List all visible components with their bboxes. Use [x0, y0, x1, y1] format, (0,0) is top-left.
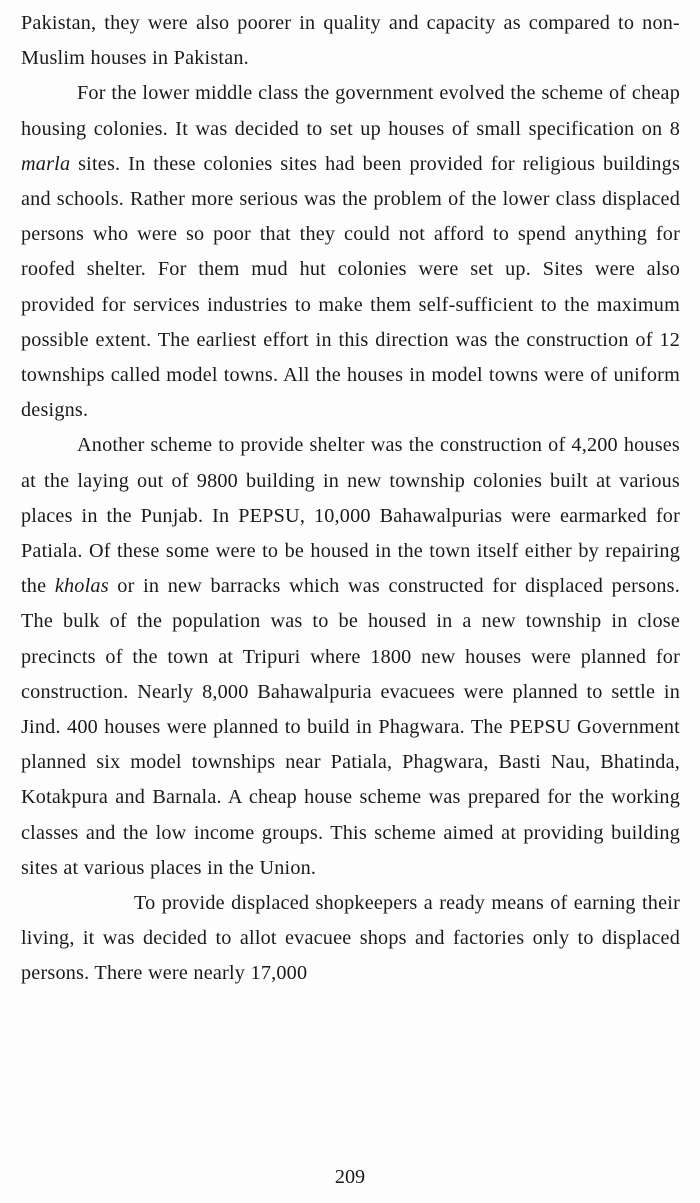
paragraph-lower-middle-class: For the lower middle class the government evolved the scheme of cheap housing colonies. It was decided to set up houses of small specification on 8 marla sites. In these colonies sites had been provided for religious buildings and schools. Rather more serious was the problem of the lower class displaced persons who were so poor that they could not afford to spend anything for roofed shelter. For them mud hut colonies were set up. Sites were also provided for services industries to make them self-sufficient to the maximum possible extent. The earliest effort in this direction was the construction of 12 townships called model towns. All the houses in model towns were of uniform designs.	[21, 82, 680, 422]
page-number: 209	[334, 1166, 366, 1188]
paragraph-continuation: Pakistan, they were also poorer in quality and capacity as compared to non-Muslim houses in Pakistan.	[21, 12, 680, 70]
paragraph-another-scheme: Another scheme to provide shelter was the construction of 4,200 houses at the laying out of 9800 building in new township colonies built at various places in the Punjab. In PEPSU, 10,000 Bahawalpurias were earmarked for Patiala. Of these some were to be housed in the town itself either by repairing the kholas or in new barracks which was constructed for displaced persons. The bulk of the population was to be housed in a new township in close precincts of the town at Tripuri where 1800 new houses were planned for construction. Nearly 8,000 Bahawalpuria evacuees were planned to settle in Jind. 400 houses were planned to build in Phagwara. The PEPSU Government planned six model townships near Patiala, Phagwara, Basti Nau, Bhatinda, Kotakpura and Barnala. A cheap house scheme was prepared for the working classes and the low income groups. This scheme aimed at providing building sites at various places in the Union.	[21, 434, 680, 879]
body-text-column	[21, 6, 680, 992]
paragraph-displaced-shopkeepers: To provide displaced shopkeepers a ready means of earning their living, it was decided to allot evacuee shops and factories only to displaced persons. There were nearly 17,000	[21, 892, 680, 985]
italic-term: kholas	[54, 575, 109, 598]
italic-term: marla	[21, 152, 71, 175]
